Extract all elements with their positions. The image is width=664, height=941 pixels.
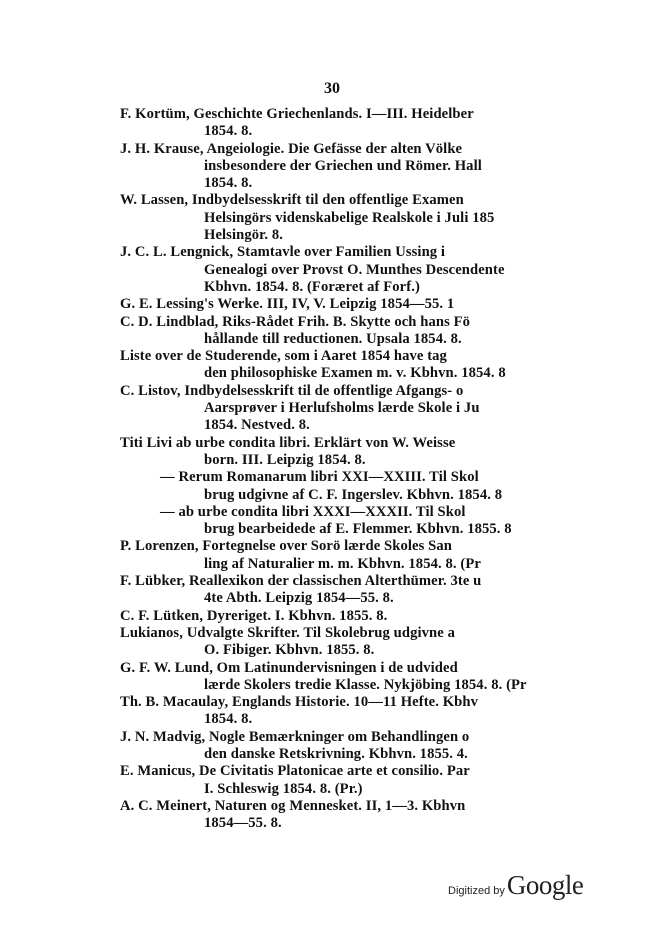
bibliography-entry [120,660,664,695]
entry-first-line: A. C. Meinert, Naturen og Mennesket. II, 1—3. Kbhvn [120,797,466,814]
entry-continuation-line: born. III. Leipzig 1854. 8. [204,451,366,468]
bibliography-entry [120,763,664,798]
entry-first-line: E. Manicus, De Civitatis Platonicae arte et consilio. Par [120,763,470,780]
entry-continuation-line: Genealogi over Provst O. Munthes Descendente [204,261,505,278]
bibliography-entry [120,383,664,435]
bibliography-list [120,106,664,832]
entry-first-line: — ab urbe condita libri XXXI—XXXII. Til Skol [160,503,466,520]
entry-continuation-line: brug udgivne af C. F. Ingerslev. Kbhvn. 1854. 8 [204,486,503,503]
bibliography-entry [120,106,664,141]
entry-first-line: Th. B. Macaulay, Englands Historie. 10—11 Hefte. Kbhv [120,694,479,711]
entry-continuation-line: Aarsprøver i Herlufsholms lærde Skole i Ju [204,400,480,417]
bibliography-entry [120,314,664,349]
entry-first-line: C. D. Lindblad, Riks-Rådet Frih. B. Skytte och hans Fö [120,313,471,330]
bibliography-entry [120,141,664,193]
entry-first-line: J. H. Krause, Angeiologie. Die Gefässe der alten Völke [120,140,463,157]
entry-first-line: Titi Livi ab urbe condita libri. Erklärt von W. Weisse [120,434,456,451]
entry-continuation-line: brug bearbeidede af E. Flemmer. Kbhvn. 1855. 8 [204,521,512,538]
bibliography-entry [120,469,664,504]
entry-continuation-line: ling af Naturalier m. m. Kbhvn. 1854. 8. (Pr [204,555,481,572]
bibliography-entry [120,573,664,608]
bibliography-entry [120,608,664,625]
entry-first-line: J. N. Madvig, Nogle Bemærkninger om Behandlingen o [120,728,470,745]
bibliography-entry [120,798,664,833]
google-logo: Google [506,870,584,900]
entry-first-line: C. F. Lütken, Dyreriget. I. Kbhvn. 1855. 8. [120,607,388,624]
bibliography-entry [120,244,664,296]
entry-first-line: Liste over de Studerende, som i Aaret 1854 have tag [120,348,447,365]
digitized-by-text: Digitized by [448,885,505,897]
entry-continuation-line: 1854—55. 8. [204,815,282,832]
bibliography-entry [120,694,664,729]
bibliography-entry [120,348,664,383]
bibliography-entry [120,504,664,539]
entry-continuation-line: 4te Abth. Leipzig 1854—55. 8. [204,590,394,607]
entry-continuation-line: I. Schleswig 1854. 8. (Pr.) [204,780,363,797]
entry-first-line: C. Listov, Indbydelsesskrift til de offentlige Afgangs- o [120,382,464,399]
bibliography-entry [120,192,664,244]
entry-first-line: F. Lübker, Reallexikon der classischen Alterthümer. 3te u [120,573,482,590]
entry-continuation-line: lærde Skolers tredie Klasse. Nykjöbing 1854. 8. (Pr [204,676,527,693]
entry-continuation-line: den philosophiske Examen m. v. Kbhvn. 1854. 8 [204,365,506,382]
entry-first-line: J. C. L. Lengnick, Stamtavle over Familien Ussing i [120,244,446,261]
entry-continuation-line: Helsingörs videnskabelige Realskole i Juli 185 [204,209,495,226]
entry-continuation-line: O. Fibiger. Kbhvn. 1855. 8. [204,642,375,659]
entry-continuation-line: den danske Retskrivning. Kbhvn. 1855. 4. [204,745,468,762]
bibliography-entry [120,625,664,660]
bibliography-entry [120,435,664,470]
entry-first-line: P. Lorenzen, Fortegnelse over Sorö lærde Skoles San [120,538,452,555]
bibliography-entry [120,296,664,313]
entry-continuation-line: 1854. 8. [204,175,253,192]
entry-continuation-line: Kbhvn. 1854. 8. (Foræret af Forf.) [204,278,420,295]
digitization-watermark [448,870,583,901]
entry-first-line: F. Kortüm, Geschichte Griechenlands. I—III. Heidelber [120,106,474,122]
entry-first-line: W. Lassen, Indbydelsesskrift til den offentlige Examen [120,192,464,209]
page-number: 30 [324,80,340,97]
entry-first-line: — Rerum Romanarum libri XXI—XXIII. Til Skol [160,469,479,486]
entry-first-line: G. F. W. Lund, Om Latinundervisningen i de udvided [120,659,458,676]
entry-continuation-line: hållande till reductionen. Upsala 1854. 8. [204,330,462,347]
entry-continuation-line: 1854. Nestved. 8. [204,417,310,434]
bibliography-entry [120,538,664,573]
entry-continuation-line: Helsingör. 8. [204,227,284,244]
entry-first-line: G. E. Lessing's Werke. III, IV, V. Leipzig 1854—55. 1 [120,296,455,313]
bibliography-entry [120,729,664,764]
entry-first-line: Lukianos, Udvalgte Skrifter. Til Skolebrug udgivne a [120,624,455,641]
entry-continuation-line: 1854. 8. [204,123,253,140]
entry-continuation-line: 1854. 8. [204,711,253,728]
entry-continuation-line: insbesondere der Griechen und Römer. Hall [204,157,482,174]
